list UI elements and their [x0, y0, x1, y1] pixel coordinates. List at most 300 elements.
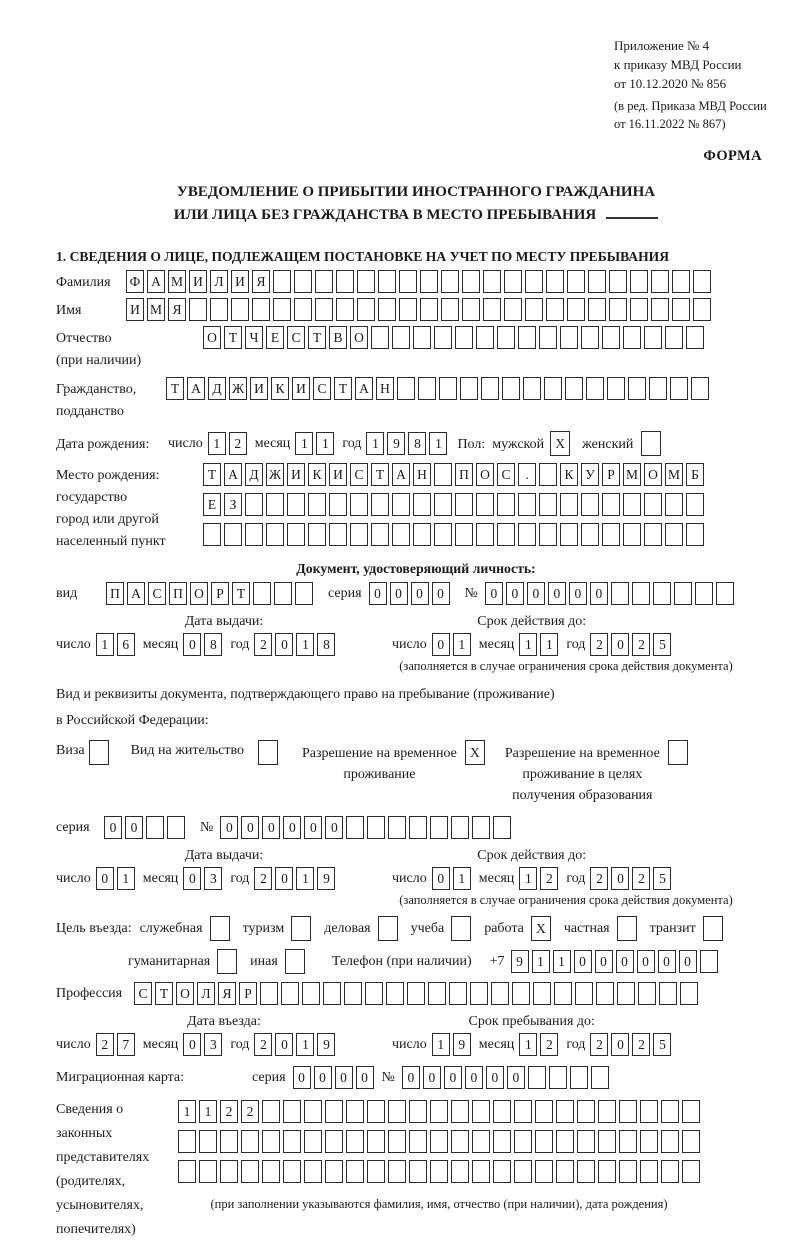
date-part-label: число	[56, 1036, 91, 1052]
char-cell	[651, 298, 669, 321]
char-cell	[315, 298, 333, 321]
date-part-label: число	[392, 1036, 427, 1052]
char-cell: 1	[532, 950, 550, 973]
char-cell: 0	[220, 816, 238, 839]
char-cell	[304, 1160, 322, 1183]
title-blank-underline	[606, 205, 658, 219]
char-cell: О	[203, 326, 221, 349]
char-cell: 1	[296, 867, 314, 890]
sex-female-label: женский	[582, 437, 634, 452]
patronymic-cells	[203, 326, 704, 349]
char-cell: А	[147, 270, 165, 293]
char-cell	[367, 816, 385, 839]
char-cell: С	[313, 377, 331, 400]
char-cell: 0	[423, 1066, 441, 1089]
char-cell	[220, 1130, 238, 1153]
doc-series-cells	[369, 582, 450, 605]
char-cell: Б	[686, 463, 704, 486]
char-cell	[651, 270, 669, 293]
label-line: населенный пункт	[56, 534, 166, 549]
migration-card-label: Миграционная карта:	[56, 1069, 185, 1085]
label-line: (при наличии)	[56, 353, 142, 368]
char-cell	[371, 523, 389, 546]
sex-male-label: мужской	[492, 437, 545, 452]
char-cell	[695, 582, 713, 605]
char-cell: К	[271, 377, 289, 400]
char-cell	[682, 1100, 700, 1123]
char-cell	[399, 298, 417, 321]
date-part-label: месяц	[142, 636, 179, 652]
char-cell	[598, 1130, 616, 1153]
entry-date-title: Дата въезда:	[187, 1014, 261, 1029]
char-cell: О	[644, 463, 662, 486]
char-cell: 0	[402, 1066, 420, 1089]
char-cell: М	[147, 298, 165, 321]
char-cell: Ф	[126, 270, 144, 293]
char-cell	[476, 326, 494, 349]
field-doc-kind	[56, 582, 776, 605]
char-cell: 0	[241, 816, 259, 839]
char-cell	[325, 1100, 343, 1123]
purpose-work-checkbox: X	[531, 916, 551, 941]
title-line-2-text: ИЛИ ЛИЦА БЕЗ ГРАЖДАНСТВА В МЕСТО ПРЕБЫВАНИЯ	[173, 207, 597, 223]
purpose-study-checkbox	[451, 916, 471, 941]
char-cell	[514, 1100, 532, 1123]
char-cell: И	[329, 463, 347, 486]
char-cell: 5	[653, 867, 671, 890]
char-cell	[392, 326, 410, 349]
opt-label: гуманитарная	[128, 953, 211, 969]
char-cell	[273, 270, 291, 293]
char-cell: И	[287, 463, 305, 486]
date-cells	[96, 1033, 135, 1056]
char-cell	[483, 298, 501, 321]
temp-permit-checkbox: X	[465, 740, 485, 765]
char-cell	[409, 816, 427, 839]
label-line: Разрешение на временное	[301, 746, 457, 761]
char-cell: 0	[390, 582, 408, 605]
purpose-business	[324, 916, 397, 941]
char-cell: 5	[653, 1033, 671, 1056]
char-cell: 0	[432, 633, 450, 656]
char-cell: Р	[602, 463, 620, 486]
char-cell	[535, 1100, 553, 1123]
char-cell	[672, 270, 690, 293]
char-cell	[493, 1160, 511, 1183]
char-cell: 2	[241, 1100, 259, 1123]
char-cell: С	[497, 463, 515, 486]
label-line: усыновителях,	[56, 1198, 144, 1213]
char-cell	[283, 1100, 301, 1123]
char-cell	[388, 1100, 406, 1123]
char-cell: .	[518, 463, 536, 486]
char-cell	[388, 1130, 406, 1153]
char-cell	[644, 523, 662, 546]
char-cell	[392, 493, 410, 516]
char-cell	[167, 816, 185, 839]
char-cell	[560, 326, 578, 349]
char-cell	[409, 1130, 427, 1153]
purpose-row-2	[56, 949, 776, 974]
birth-place-row-1	[203, 463, 704, 486]
purpose-business-checkbox	[378, 916, 398, 941]
field-birth-place	[56, 463, 776, 553]
char-cell	[556, 1160, 574, 1183]
char-cell	[659, 982, 677, 1005]
char-cell	[640, 1130, 658, 1153]
char-cell	[451, 1130, 469, 1153]
char-cell: М	[665, 463, 683, 486]
char-cell	[596, 982, 614, 1005]
char-cell	[344, 982, 362, 1005]
char-cell	[581, 326, 599, 349]
doc-issue-block	[56, 614, 392, 656]
char-cell: И	[250, 377, 268, 400]
char-cell: 1	[178, 1100, 196, 1123]
label-line: (родителях,	[56, 1174, 126, 1189]
char-cell: 1	[453, 633, 471, 656]
date-cells	[432, 867, 471, 890]
given-name-cells	[126, 298, 711, 321]
char-cell	[304, 1100, 322, 1123]
date-cells	[519, 1033, 558, 1056]
permit-issue-block	[56, 848, 392, 890]
char-cell	[481, 377, 499, 400]
char-cell	[682, 1160, 700, 1183]
char-cell	[577, 1100, 595, 1123]
phone-label: Телефон (при наличии)	[331, 953, 472, 969]
char-cell: 1	[453, 867, 471, 890]
label-line: государство	[56, 490, 128, 505]
date-cells	[519, 633, 558, 656]
char-cell: И	[292, 377, 310, 400]
intro-line-2: в Российской Федерации:	[56, 713, 209, 728]
char-cell: 0	[590, 582, 608, 605]
char-cell	[323, 982, 341, 1005]
char-cell	[672, 298, 690, 321]
char-cell	[686, 493, 704, 516]
char-cell	[295, 582, 313, 605]
char-cell: О	[350, 326, 368, 349]
char-cell: Т	[232, 582, 250, 605]
char-cell	[586, 377, 604, 400]
char-cell	[189, 298, 207, 321]
annex-line: от 10.12.2020 № 856	[614, 76, 727, 91]
given-name-label: Имя	[56, 303, 82, 318]
char-cell	[413, 523, 431, 546]
char-cell	[413, 493, 431, 516]
doc-expiry-date	[392, 633, 671, 656]
date-cells	[590, 867, 671, 890]
date-part-label: месяц	[142, 870, 179, 886]
char-cell	[367, 1100, 385, 1123]
char-cell: 0	[444, 1066, 462, 1089]
char-cell	[253, 582, 271, 605]
doc-series-label: серия	[328, 585, 362, 601]
char-cell: О	[190, 582, 208, 605]
char-cell	[460, 377, 478, 400]
entry-date-group	[56, 1033, 335, 1056]
char-cell: 6	[117, 633, 135, 656]
opt-label: иная	[250, 953, 278, 969]
char-cell	[178, 1160, 196, 1183]
char-cell: 2	[540, 867, 558, 890]
date-part-label: месяц	[478, 636, 515, 652]
char-cell	[577, 1160, 595, 1183]
char-cell	[611, 582, 629, 605]
char-cell: Л	[210, 270, 228, 293]
date-part-label: месяц	[142, 1036, 179, 1052]
amendment-reference	[614, 97, 776, 133]
field-given-name	[56, 298, 776, 321]
visa-checkbox	[89, 740, 109, 765]
char-cell	[493, 1130, 511, 1153]
char-cell	[617, 982, 635, 1005]
char-cell	[346, 816, 364, 839]
identity-doc-header: Документ, удостоверяющий личность:	[296, 561, 536, 576]
char-cell	[665, 326, 683, 349]
char-cell: П	[106, 582, 124, 605]
char-cell	[329, 523, 347, 546]
char-cell	[630, 298, 648, 321]
char-cell	[203, 523, 221, 546]
label-line: проживание	[343, 767, 416, 782]
purpose-other-checkbox	[285, 949, 305, 974]
char-cell	[502, 377, 520, 400]
sex-label: Пол:	[457, 437, 486, 452]
char-cell	[346, 1160, 364, 1183]
char-cell: 7	[117, 1033, 135, 1056]
char-cell	[262, 1160, 280, 1183]
char-cell	[716, 582, 734, 605]
char-cell: А	[224, 463, 242, 486]
char-cell: 1	[296, 1033, 314, 1056]
field-birth-date	[56, 431, 776, 456]
purpose-row-1	[56, 916, 776, 941]
char-cell	[570, 1066, 588, 1089]
migration-series-cells	[293, 1066, 374, 1089]
char-cell: 0	[679, 950, 697, 973]
char-cell	[497, 493, 515, 516]
char-cell: 1	[208, 432, 226, 455]
char-cell: 0	[262, 816, 280, 839]
char-cell: К	[560, 463, 578, 486]
char-cell	[565, 377, 583, 400]
purpose-private	[564, 916, 637, 941]
date-cells	[183, 1033, 222, 1056]
char-cell	[575, 982, 593, 1005]
char-cell	[420, 298, 438, 321]
char-cell: 9	[453, 1033, 471, 1056]
char-cell	[273, 298, 291, 321]
label-line: получения образования	[512, 788, 653, 803]
char-cell	[315, 270, 333, 293]
char-cell	[682, 1130, 700, 1153]
permit-expiry-title: Срок действия до:	[477, 848, 587, 863]
purpose-work	[484, 916, 551, 941]
char-cell	[602, 493, 620, 516]
birth-date-group	[168, 432, 447, 455]
char-cell	[619, 1130, 637, 1153]
char-cell	[287, 493, 305, 516]
char-cell	[588, 298, 606, 321]
permit-issue-date	[56, 867, 335, 890]
char-cell	[325, 1130, 343, 1153]
visa-label: Виза	[56, 743, 85, 758]
birth-place-label	[56, 463, 203, 553]
char-cell	[386, 982, 404, 1005]
purpose-transit-checkbox	[703, 916, 723, 941]
char-cell: А	[127, 582, 145, 605]
char-cell: Е	[266, 326, 284, 349]
char-cell: 0	[432, 867, 450, 890]
legal-reps-note: (при заполнении указываются фамилия, имя, отчество (при наличии), дата рождения)	[210, 1197, 668, 1211]
char-cell	[357, 298, 375, 321]
char-cell	[392, 523, 410, 546]
char-cell: 0	[275, 867, 293, 890]
doc-expiry-title: Срок действия до:	[477, 614, 587, 629]
char-cell	[441, 270, 459, 293]
char-cell	[371, 326, 389, 349]
char-cell	[350, 493, 368, 516]
char-cell	[430, 1160, 448, 1183]
purpose-humanitarian-checkbox	[217, 949, 237, 974]
document-title	[56, 181, 776, 227]
char-cell	[493, 816, 511, 839]
legal-reps-row-3	[178, 1160, 700, 1183]
char-cell	[451, 816, 469, 839]
citizenship-label	[56, 377, 166, 423]
char-cell	[231, 298, 249, 321]
char-cell: 1	[519, 1033, 537, 1056]
char-cell	[504, 298, 522, 321]
char-cell	[430, 1130, 448, 1153]
char-cell: 2	[229, 432, 247, 455]
char-cell: Я	[168, 298, 186, 321]
char-cell: 2	[254, 1033, 272, 1056]
char-cell: 9	[387, 432, 405, 455]
phone-cells	[511, 950, 718, 973]
char-cell: 0	[611, 1033, 629, 1056]
char-cell: 1	[519, 633, 537, 656]
date-cells	[432, 633, 471, 656]
char-cell	[462, 270, 480, 293]
char-cell	[546, 298, 564, 321]
char-cell	[640, 1100, 658, 1123]
char-cell: 0	[658, 950, 676, 973]
char-cell: 1	[316, 432, 334, 455]
char-cell: 0	[611, 867, 629, 890]
char-cell: 2	[590, 633, 608, 656]
sex-male-checkbox: X	[550, 431, 570, 456]
char-cell	[556, 1130, 574, 1153]
intro-line-1: Вид и реквизиты документа, подтверждающего право на пребывание (проживание)	[56, 687, 555, 702]
label-line: Место рождения:	[56, 468, 160, 483]
field-migration-card	[56, 1066, 776, 1089]
char-cell: 0	[275, 1033, 293, 1056]
char-cell	[644, 493, 662, 516]
char-cell	[388, 816, 406, 839]
char-cell: 0	[569, 582, 587, 605]
char-cell: Ч	[245, 326, 263, 349]
migration-number-cells	[402, 1066, 609, 1089]
char-cell	[693, 270, 711, 293]
char-cell: 0	[548, 582, 566, 605]
char-cell: Л	[197, 982, 215, 1005]
char-cell: 0	[507, 1066, 525, 1089]
char-cell: 3	[204, 867, 222, 890]
date-part-label: год	[230, 870, 250, 886]
char-cell	[665, 493, 683, 516]
char-cell	[428, 982, 446, 1005]
char-cell	[518, 326, 536, 349]
char-cell: 0	[616, 950, 634, 973]
char-cell: Я	[252, 270, 270, 293]
char-cell: 0	[183, 1033, 201, 1056]
opt-label: транзит	[649, 920, 696, 936]
char-cell: 1	[366, 432, 384, 455]
char-cell	[241, 1160, 259, 1183]
char-cell	[476, 493, 494, 516]
char-cell	[346, 1130, 364, 1153]
char-cell	[539, 463, 557, 486]
char-cell	[588, 270, 606, 293]
char-cell: 0	[183, 867, 201, 890]
char-cell: 2	[632, 1033, 650, 1056]
annex-line: Приложение № 4	[614, 38, 710, 53]
purpose-humanitarian	[128, 949, 237, 974]
field-surname	[56, 270, 776, 293]
char-cell	[661, 1160, 679, 1183]
date-cells	[590, 1033, 671, 1056]
char-cell: 0	[304, 816, 322, 839]
doc-expiry-note: (заполняется в случае ограничения срока действия документа)	[399, 659, 733, 673]
char-cell	[630, 270, 648, 293]
char-cell	[472, 1160, 490, 1183]
char-cell	[294, 270, 312, 293]
char-cell: С	[134, 982, 152, 1005]
char-cell: 0	[411, 582, 429, 605]
char-cell	[518, 493, 536, 516]
opt-label: деловая	[324, 920, 371, 936]
char-cell	[430, 816, 448, 839]
char-cell: Т	[166, 377, 184, 400]
char-cell	[451, 1100, 469, 1123]
char-cell	[472, 816, 490, 839]
date-part-label: год	[566, 1036, 586, 1052]
char-cell: 0	[104, 816, 122, 839]
birth-place-row-3	[203, 523, 704, 546]
char-cell	[598, 1100, 616, 1123]
char-cell	[430, 1100, 448, 1123]
char-cell	[560, 493, 578, 516]
char-cell	[609, 298, 627, 321]
char-cell	[577, 1130, 595, 1153]
date-cells	[519, 867, 558, 890]
date-cells	[590, 633, 671, 656]
char-cell: Я	[218, 982, 236, 1005]
char-cell: 0	[325, 816, 343, 839]
char-cell	[388, 1160, 406, 1183]
label-line: подданство	[56, 404, 124, 419]
char-cell: Т	[308, 326, 326, 349]
date-cells	[183, 633, 222, 656]
char-cell	[539, 326, 557, 349]
char-cell: 3	[204, 1033, 222, 1056]
char-cell: 0	[125, 816, 143, 839]
char-cell	[598, 1160, 616, 1183]
char-cell: 1	[96, 633, 114, 656]
